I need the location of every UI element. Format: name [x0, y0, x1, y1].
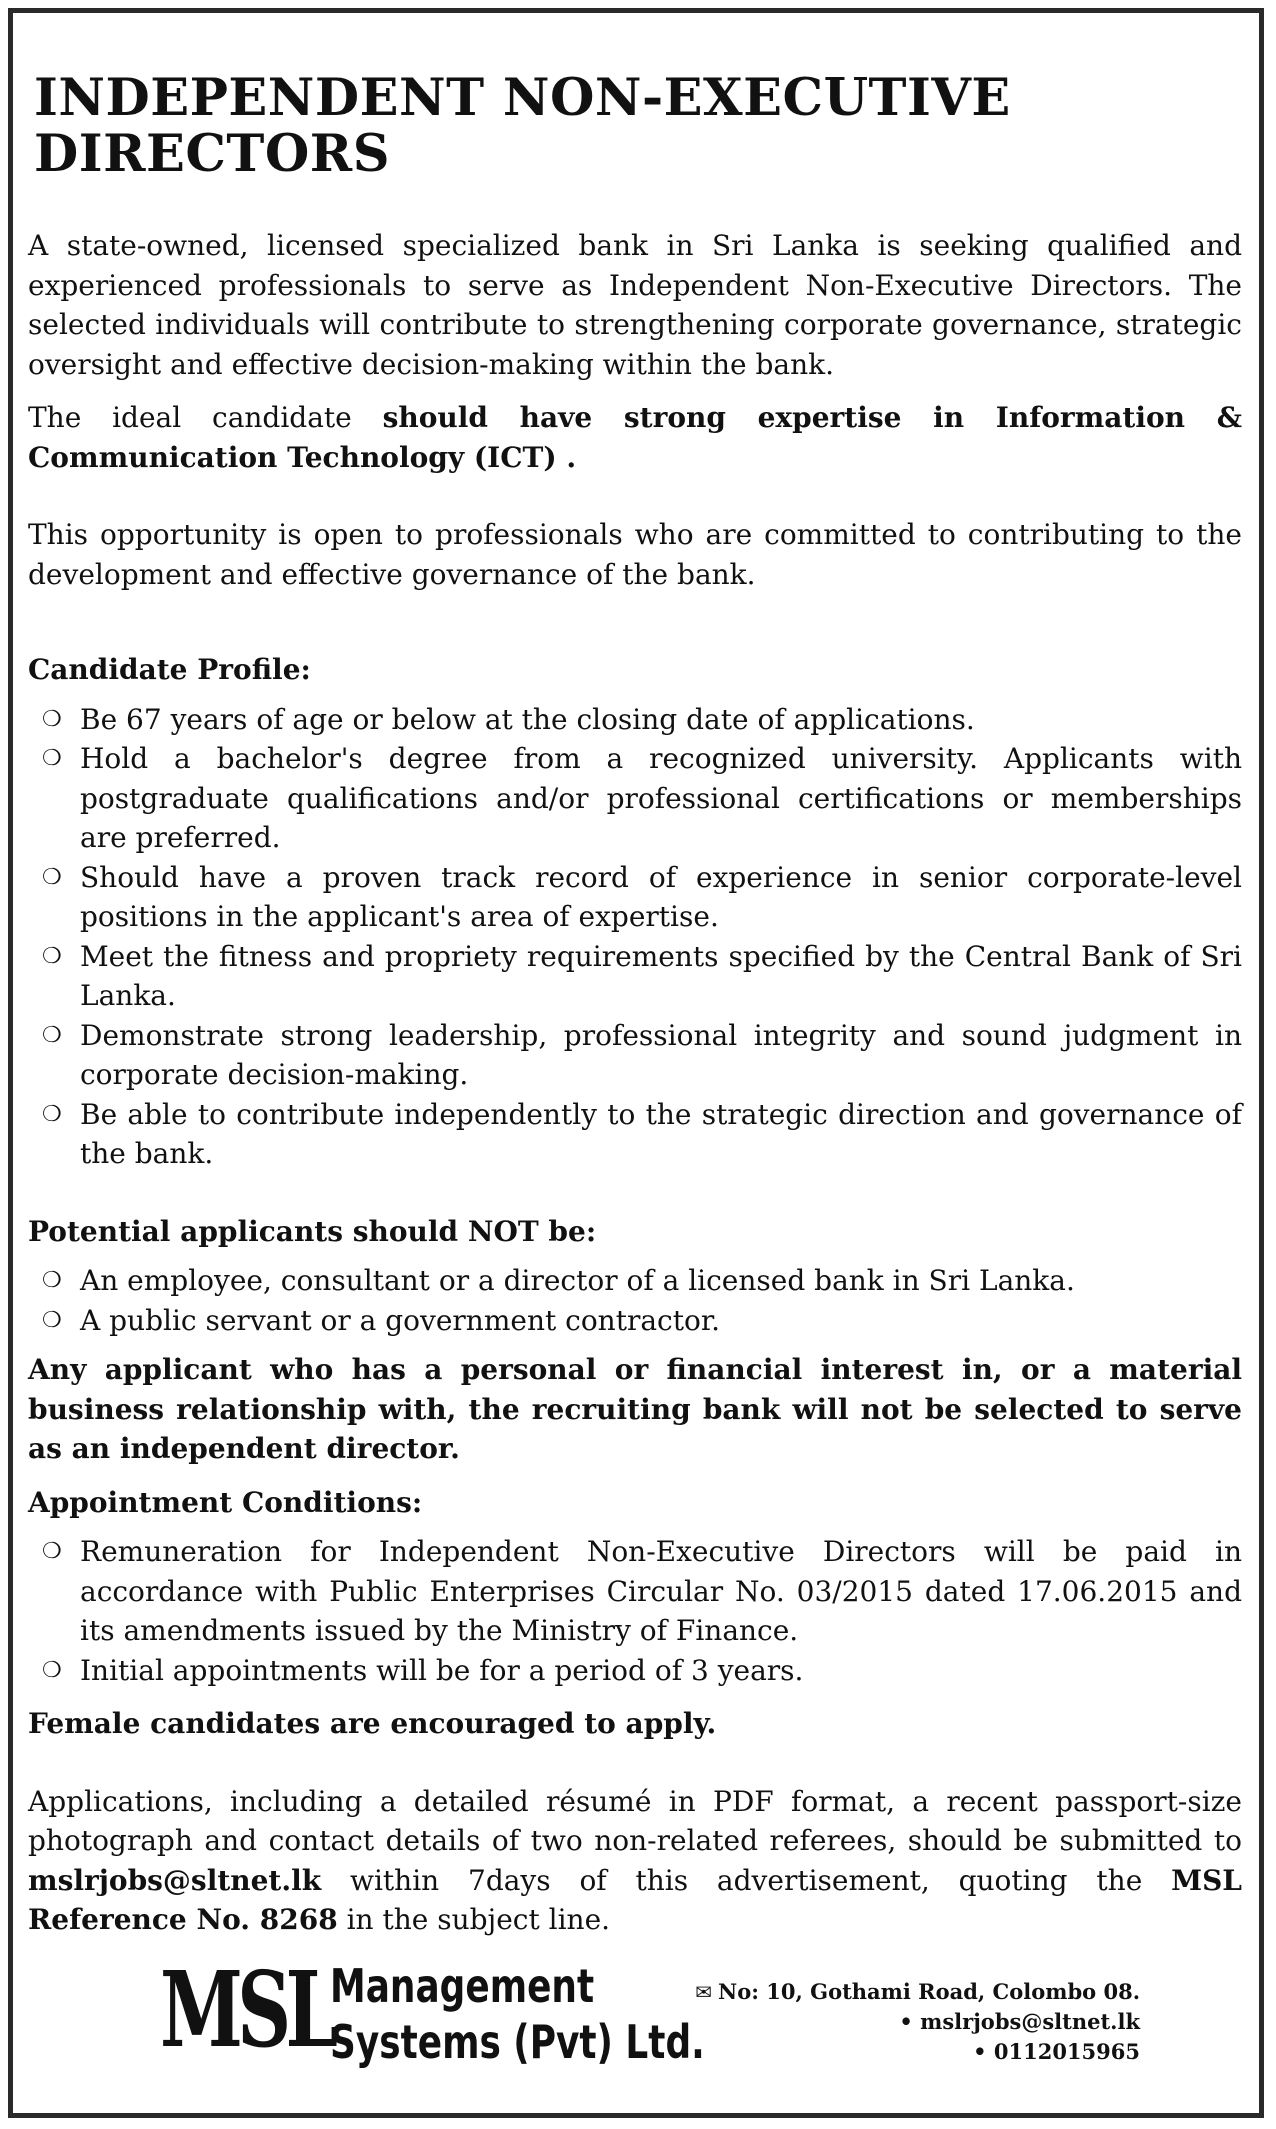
- list-item: [28, 1016, 1242, 1095]
- bullet-icon: ❍: [42, 1657, 62, 1683]
- list-item-text: Should have a proven track record of experience in senior corporate-level positions in the applicant's area of expertise.: [80, 860, 1242, 933]
- application-email-link[interactable]: mslrjobs@sltnet.lk: [28, 1863, 322, 1897]
- bullet-icon: ❍: [42, 706, 62, 732]
- contact-email[interactable]: • mslrjobs@sltnet.lk: [899, 2009, 1140, 2034]
- contact-phone: • 0112015965: [973, 2039, 1140, 2064]
- contact-address: No: 10, Gothami Road, Colombo 08.: [718, 1979, 1140, 2004]
- list-item: [28, 1261, 1242, 1301]
- list-item-text: An employee, consultant or a director of a licensed bank in Sri Lanka.: [80, 1264, 1075, 1297]
- list-item-text: Hold a bachelor's degree from a recognized university. Applicants with postgraduate qualifications and/or professional certifications or memberships are preferred.: [80, 742, 1242, 854]
- contact-address-row: [680, 1977, 1140, 2007]
- list-item: [28, 858, 1242, 937]
- list-item: [28, 937, 1242, 1016]
- list-item: [28, 739, 1242, 858]
- bullet-icon: ❍: [42, 1539, 62, 1564]
- female-candidates-note: Female candidates are encouraged to apply.: [28, 1707, 717, 1740]
- footer: [160, 1948, 1160, 2095]
- appointment-conditions-heading: Appointment Conditions:: [28, 1485, 423, 1519]
- candidate-profile-list: [28, 700, 1242, 1174]
- contact-details: [680, 1977, 1140, 2067]
- ideal-candidate-expertise: should have strong expertise in Information & Communication Technology (ICT) .: [28, 401, 1242, 474]
- opportunity-paragraph: This opportunity is open to professionals who are committed to contributing to the development and effective governance of the bank.: [28, 518, 1242, 591]
- list-item-text: Remuneration for Independent Non-Executive Directors will be paid in accordance with Public Enterprises Circular No. 03/2015 dated 17.06.2015 and its amendments issued by the Ministry of Finance.: [80, 1535, 1242, 1647]
- msl-logo: [160, 1948, 705, 2071]
- application-text-3: in the subject line.: [337, 1903, 611, 1936]
- list-item-text: Be 67 years of age or below at the closing date of applications.: [80, 702, 975, 736]
- bullet-icon: ❍: [42, 1268, 62, 1293]
- logo-line-management: Management: [330, 1959, 595, 2013]
- list-item-text: Meet the fitness and propriety requirements specified by the Central Bank of Sri Lanka.: [80, 939, 1242, 1012]
- not-be-heading: Potential applicants should NOT be:: [28, 1214, 597, 1248]
- msl-reference: MSL Reference No. 8268: [28, 1863, 1242, 1936]
- ideal-candidate-prefix: The ideal candidate: [28, 401, 383, 434]
- list-item: [28, 1651, 1242, 1691]
- envelope-icon: ✉: [695, 1980, 713, 2004]
- ideal-candidate-paragraph: [28, 398, 1242, 477]
- logo-mark: MSL: [160, 1948, 333, 2071]
- bullet-icon: ❍: [42, 1022, 62, 1048]
- conflict-of-interest-notice: Any applicant who has a personal or financial interest in, or a material business relationship with, the recruiting bank will not be selected to serve as an independent director.: [28, 1353, 1242, 1465]
- list-item: [28, 1532, 1242, 1651]
- list-item: [28, 1301, 1242, 1341]
- list-item-text: Initial appointments will be for a period of 3 years.: [80, 1653, 804, 1687]
- candidate-profile-heading: Candidate Profile:: [28, 653, 311, 686]
- list-item-text: A public servant or a government contractor.: [80, 1303, 721, 1337]
- list-item: [28, 1095, 1242, 1174]
- list-item-text: Demonstrate strong leadership, professional integrity and sound judgment in corporate decision-making.: [80, 1018, 1242, 1091]
- logo-line-company: Systems (Pvt) Ltd.: [330, 2015, 705, 2069]
- page-title: INDEPENDENT NON-EXECUTIVE DIRECTORS: [34, 68, 1011, 184]
- advertisement-body: [28, 70, 1242, 1940]
- not-be-list: [28, 1261, 1242, 1340]
- appointment-conditions-list: [28, 1532, 1242, 1690]
- bullet-icon: ❍: [42, 746, 62, 771]
- intro-paragraph: A state-owned, licensed specialized bank in Sri Lanka is seeking qualified and experienced professionals to serve as Independent Non-Executive Directors. The selected individuals will contribute to strengthening corporate governance, strategic oversight and effective decision-making within the bank.: [28, 229, 1242, 381]
- list-item-text: Be able to contribute independently to the strategic direction and governance of the bank.: [80, 1097, 1242, 1170]
- bullet-icon: ❍: [42, 1307, 62, 1333]
- application-text-2: within 7days of this advertisement, quoting the: [321, 1863, 1172, 1897]
- bullet-icon: ❍: [42, 943, 62, 969]
- application-text-1: Applications, including a detailed résumé in PDF format, a recent passport-size photograph and contact details of two non-related referees, should be submitted to: [28, 1784, 1242, 1857]
- bullet-icon: ❍: [42, 864, 62, 890]
- list-item: [28, 700, 1242, 740]
- bullet-icon: ❍: [42, 1101, 62, 1127]
- application-instructions: [28, 1782, 1242, 1940]
